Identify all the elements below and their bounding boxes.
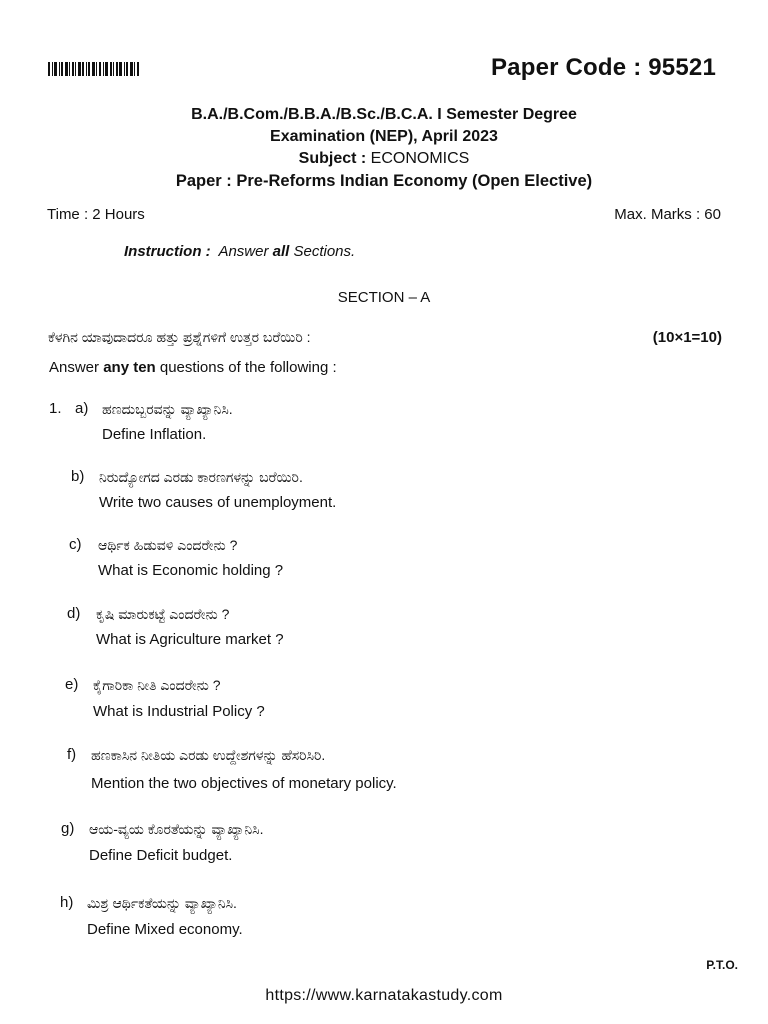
- question-kannada: ಹಣಕಾಸಿನ ನೀತಿಯ ಎರಡು ಉದ್ದೇಶಗಳನ್ನು ಹೆಸರಿಸಿರಿ.: [91, 747, 326, 763]
- page-turn-over: P.T.O.: [706, 958, 738, 972]
- question-label: a): [75, 400, 89, 417]
- question-label: g): [61, 820, 75, 837]
- instruction: [124, 243, 355, 260]
- question-item: [71, 465, 671, 517]
- question-english: What is Industrial Policy ?: [93, 703, 265, 720]
- barcode-image: [48, 62, 160, 76]
- marks-allocation: (10×1=10): [652, 329, 722, 346]
- answer-prefix: Answer: [49, 359, 104, 376]
- question-number: 1.: [49, 400, 62, 417]
- question-english: Define Inflation.: [102, 426, 207, 443]
- paper-title: Paper : Pre-Reforms Indian Economy (Open Elective): [175, 172, 593, 190]
- exam-header: [0, 104, 768, 192]
- question-kannada: ಕೃಷಿ ಮಾರುಕಟ್ಟೆ ಎಂದರೇನು ?: [96, 606, 230, 622]
- time-allowed: Time : 2 Hours: [47, 206, 145, 223]
- question-english: What is Agriculture market ?: [96, 631, 284, 648]
- instruction-suffix: Sections.: [289, 243, 356, 260]
- subject-line: [0, 148, 768, 170]
- question-kannada: ಮಿಶ್ರ ಆರ್ಥಿಕತೆಯನ್ನು ವ್ಯಾಖ್ಯಾನಿಸಿ.: [87, 895, 237, 911]
- footer-url: https://www.karnatakastudy.com: [265, 987, 503, 1004]
- answer-suffix: questions of the following :: [155, 359, 337, 376]
- question-english: Write two causes of unemployment.: [99, 494, 337, 511]
- max-marks: Max. Marks : 60: [614, 206, 721, 223]
- question-english: Mention the two objectives of monetary policy.: [91, 775, 397, 792]
- kannada-instruction: ಕೆಳಗಿನ ಯಾವುದಾದರೂ ಹತ್ತು ಪ್ರಶ್ನೆಗಳಿಗೆ ಉತ್ತರ ಬರೆಯಿರಿ :: [48, 329, 311, 345]
- subject-value: ECONOMICS: [370, 150, 470, 167]
- time-marks-row: [47, 206, 721, 223]
- exam-line: Examination (NEP), April 2023: [270, 128, 498, 145]
- question-label: f): [67, 746, 77, 763]
- question-item: [65, 673, 665, 725]
- question-kannada: ನಿರುದ್ಯೋಗದ ಎರಡು ಕಾರಣಗಳನ್ನು ಬರೆಯಿರಿ.: [99, 469, 303, 485]
- question-item: [67, 743, 707, 795]
- question-english: Define Deficit budget.: [89, 847, 233, 864]
- question-english: What is Economic holding ?: [98, 562, 284, 579]
- question-label: c): [69, 536, 82, 553]
- section-title: SECTION – A: [337, 289, 431, 306]
- subject-label: Subject :: [298, 150, 367, 167]
- answer-instruction: [49, 359, 337, 376]
- question-label: e): [65, 676, 79, 693]
- question-label: h): [60, 894, 74, 911]
- question-kannada: ಹಣದುಬ್ಬರವನ್ನು ವ್ಯಾಖ್ಯಾನಿಸಿ.: [102, 401, 233, 417]
- question-english: Define Mixed economy.: [87, 921, 243, 938]
- question-kannada: ಆರ್ಥಿಕ ಹಿಡುವಳಿ ಎಂದರೇನು ?: [98, 537, 238, 553]
- question-item: [75, 397, 675, 449]
- question-item: [67, 602, 667, 654]
- instruction-bold: all: [272, 243, 290, 260]
- instruction-label: Instruction :: [124, 243, 211, 260]
- question-kannada: ಕೈಗಾರಿಕಾ ನೀತಿ ಎಂದರೇನು ?: [93, 677, 221, 693]
- question-label: d): [67, 605, 81, 622]
- instruction-prefix: Answer: [218, 243, 273, 260]
- question-item: [60, 891, 660, 943]
- question-item: [61, 817, 661, 869]
- question-label: b): [71, 468, 85, 485]
- question-item: [69, 533, 669, 585]
- answer-bold: any ten: [103, 359, 156, 376]
- paper-code: Paper Code : 95521: [490, 54, 716, 81]
- question-kannada: ಆಯ-ವ್ಯಯ ಕೊರತೆಯನ್ನು ವ್ಯಾಖ್ಯಾನಿಸಿ.: [89, 821, 264, 837]
- course-line: B.A./B.Com./B.B.A./B.Sc./B.C.A. I Semester Degree: [191, 106, 577, 123]
